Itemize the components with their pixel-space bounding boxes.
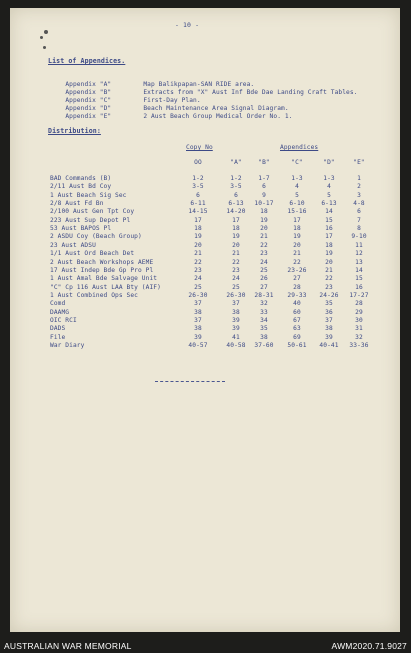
column-header: "D" xyxy=(323,159,335,166)
distribution-cell: 25 xyxy=(260,266,268,274)
distribution-unit: Comd xyxy=(50,300,66,308)
distribution-unit: 2/100 Aust Gen Tpt Coy xyxy=(50,208,135,216)
distribution-cell: 20 xyxy=(260,225,268,233)
distribution-cell: 27 xyxy=(260,283,268,291)
distribution-unit: 53 Aust BAPOS Pl xyxy=(50,225,112,233)
distribution-cell: 23 xyxy=(194,266,202,274)
distribution-cell: 22 xyxy=(325,275,333,283)
distribution-cell: 35 xyxy=(260,325,268,333)
distribution-cell: 17 xyxy=(194,216,202,224)
distribution-cell: 6 xyxy=(262,183,266,191)
distribution-cell: 60 xyxy=(293,308,301,316)
distribution-unit: 17 Aust Indep Bde Gp Pro Pl xyxy=(50,266,154,274)
footer-accession: AWM2020.71.9027 xyxy=(331,641,407,651)
distribution-cell: 26-30 xyxy=(226,291,246,299)
distribution-cell: 18 xyxy=(260,208,268,216)
distribution-cell: 38 xyxy=(194,308,202,316)
appendix-text: First-Day Plan. xyxy=(143,97,201,105)
appendix-code: Appendix "B" xyxy=(65,89,112,97)
distribution-cell: 38 xyxy=(325,325,333,333)
distribution-cell: 16 xyxy=(355,283,363,291)
distribution-cell: 37-60 xyxy=(254,342,274,349)
column-header: OO xyxy=(194,159,202,166)
punch-hole xyxy=(43,46,46,49)
distribution-unit: 1 Aust Combined Ops Sec xyxy=(50,291,138,299)
distribution-unit: BAD Commands (B) xyxy=(50,175,112,182)
distribution-cell: 1-2 xyxy=(230,175,242,182)
appendix-item xyxy=(50,105,293,127)
distribution-cell: 14 xyxy=(325,208,333,216)
distribution-cell: 23-26 xyxy=(287,266,307,274)
distribution-cell: 19 xyxy=(194,233,202,241)
distribution-cell: 3-5 xyxy=(230,183,242,191)
distribution-cell: 12 xyxy=(355,250,363,258)
appendix-code: Appendix "E" xyxy=(65,113,112,121)
distribution-cell: 38 xyxy=(232,308,240,316)
distribution-cell: 23 xyxy=(260,250,268,258)
page-number: - 10 - xyxy=(175,21,200,29)
distribution-cell: 18 xyxy=(232,225,240,233)
distribution-cell: 6 xyxy=(196,191,200,199)
appendix-code: Appendix "A" xyxy=(65,81,112,89)
distribution-cell: 38 xyxy=(194,325,202,333)
distribution-cell: 6-13 xyxy=(321,200,337,208)
distribution-cell: 5 xyxy=(327,191,331,199)
distribution-cell: 2 xyxy=(357,183,361,191)
distribution-cell: 40-41 xyxy=(319,342,339,349)
distribution-cell: 11 xyxy=(355,241,363,249)
distribution-cell: 3-5 xyxy=(192,183,204,191)
distribution-cell: 22 xyxy=(260,241,268,249)
distribution-unit: 2/8 Aust Fd Bn xyxy=(50,200,104,208)
distribution-cell: 28 xyxy=(355,300,363,308)
distribution-cell: 69 xyxy=(293,333,301,341)
distribution-cell: 17-27 xyxy=(349,291,369,299)
distribution-cell: 4 xyxy=(295,183,299,191)
distribution-cell: 24 xyxy=(232,275,240,283)
column-header: "B" xyxy=(258,159,270,166)
distribution-cell: 21 xyxy=(194,250,202,258)
distribution-cell: 27 xyxy=(293,275,301,283)
distribution-unit: File xyxy=(50,333,66,341)
distribution-cell: 19 xyxy=(232,233,240,241)
distribution-cell: 50-61 xyxy=(287,342,307,349)
distribution-unit: 23 Aust ADSU xyxy=(50,241,96,249)
distribution-cell: 17 xyxy=(325,233,333,241)
distribution-unit: 1/1 Aust Ord Beach Det xyxy=(50,250,135,258)
appendix-text: 2 Aust Beach Group Medical Order No. 1. xyxy=(143,113,293,121)
distribution-cell: 37 xyxy=(232,300,240,308)
column-header: "C" xyxy=(291,159,303,166)
distribution-cell: 34 xyxy=(260,316,268,324)
distribution-cell: 6 xyxy=(234,191,238,199)
distribution-cell: 29 xyxy=(355,308,363,316)
distribution-cell: 63 xyxy=(293,325,301,333)
distribution-cell: 14 xyxy=(355,266,363,274)
distribution-cell: 15 xyxy=(325,216,333,224)
distribution-unit: DAAMG xyxy=(50,308,70,316)
distribution-cell: 25 xyxy=(232,283,240,291)
distribution-cell: 19 xyxy=(325,250,333,258)
distribution-cell: 21 xyxy=(232,250,240,258)
distribution-cell: 20 xyxy=(194,241,202,249)
distribution-cell: 17 xyxy=(232,216,240,224)
appendices-label: Appendices xyxy=(280,144,319,151)
distribution-cell: 10-17 xyxy=(254,200,274,208)
distribution-cell: 14-15 xyxy=(188,208,208,216)
punch-hole xyxy=(44,30,48,34)
distribution-cell: 4 xyxy=(327,183,331,191)
distribution-cell: 1-2 xyxy=(192,175,204,182)
distribution-cell: 6-11 xyxy=(190,200,206,208)
distribution-cell: 31 xyxy=(355,325,363,333)
distribution-cell: 22 xyxy=(194,258,202,266)
distribution-cell: 67 xyxy=(293,316,301,324)
distribution-cell: 6-10 xyxy=(289,200,305,208)
distribution-cell: 18 xyxy=(194,225,202,233)
appendix-text: Beach Maintenance Area Signal Diagram. xyxy=(143,105,289,113)
distribution-cell: 9 xyxy=(262,191,266,199)
appendix-text: Map Balikpapan-SAN RIDE area. xyxy=(143,81,255,89)
distribution-cell: 21 xyxy=(325,266,333,274)
distribution-cell: 19 xyxy=(293,233,301,241)
copy-no-label: Copy No xyxy=(186,144,213,151)
distribution-cell: 14-20 xyxy=(226,208,246,216)
end-divider xyxy=(155,381,225,382)
distribution-cell: 15 xyxy=(355,275,363,283)
distribution-cell: 1-3 xyxy=(323,175,335,182)
distribution-unit: DADS xyxy=(50,325,66,333)
distribution-unit: 2 ASDU Coy (Beach Group) xyxy=(50,233,142,241)
distribution-cell: 37 xyxy=(325,316,333,324)
distribution-cell: 13 xyxy=(355,258,363,266)
distribution-cell: 4-8 xyxy=(353,200,365,208)
distribution-cell: 29-33 xyxy=(287,291,307,299)
distribution-cell: 15-16 xyxy=(287,208,307,216)
distribution-cell: 17 xyxy=(293,216,301,224)
distribution-unit: OIC RCI xyxy=(50,316,77,324)
distribution-cell: 40-58 xyxy=(226,342,246,349)
distribution-cell: 41 xyxy=(232,333,240,341)
distribution-cell: 32 xyxy=(355,333,363,341)
distribution-cell: 23 xyxy=(325,283,333,291)
appendix-code: Appendix "D" xyxy=(65,105,112,113)
distribution-cell: 22 xyxy=(232,258,240,266)
distribution-unit: 1 Aust Amal Bde Salvage Unit xyxy=(50,275,158,283)
distribution-cell: 37 xyxy=(194,316,202,324)
distribution-cell: 1 xyxy=(357,175,361,182)
distribution-cell: 38 xyxy=(260,333,268,341)
distribution-cell: 36 xyxy=(325,308,333,316)
distribution-cell: 25 xyxy=(194,283,202,291)
distribution-cell: 32 xyxy=(260,300,268,308)
distribution-cell: 26 xyxy=(260,275,268,283)
distribution-cell: 39 xyxy=(194,333,202,341)
distribution-unit: 1 Aust Beach Sig Sec xyxy=(50,191,127,199)
distribution-unit: War Diary xyxy=(50,342,85,349)
distribution-cell: 26-30 xyxy=(188,291,208,299)
distribution-cell: 22 xyxy=(293,258,301,266)
distribution-cell: 20 xyxy=(293,241,301,249)
punch-hole xyxy=(40,36,43,39)
distribution-cell: 6-13 xyxy=(228,200,244,208)
distribution-cell: 7 xyxy=(357,216,361,224)
distribution-cell: 20 xyxy=(325,258,333,266)
distribution-cell: 40 xyxy=(293,300,301,308)
distribution-cell: 1-7 xyxy=(258,175,270,182)
distribution-cell: 6 xyxy=(357,208,361,216)
appendix-text: Extracts from "X" Aust Inf Bde Dae Landing Craft Tables. xyxy=(143,89,358,97)
appendix-code: Appendix "C" xyxy=(65,97,112,105)
distribution-unit: 2/11 Aust Bd Coy xyxy=(50,183,112,191)
distribution-cell: 30 xyxy=(355,316,363,324)
distribution-cell: 39 xyxy=(232,316,240,324)
distribution-unit: 2 Aust Beach Workshops AEME xyxy=(50,258,154,266)
distribution-cell: 19 xyxy=(260,216,268,224)
distribution-unit: 223 Aust Sup Depot Pl xyxy=(50,216,131,224)
distribution-cell: 35 xyxy=(325,300,333,308)
distribution-cell: 18 xyxy=(325,241,333,249)
distribution-cell: 21 xyxy=(260,233,268,241)
footer-source: AUSTRALIAN WAR MEMORIAL xyxy=(4,641,132,651)
distribution-cell: 37 xyxy=(194,300,202,308)
distribution-cell: 39 xyxy=(232,325,240,333)
distribution-cell: 8 xyxy=(357,225,361,233)
distribution-cell: 20 xyxy=(232,241,240,249)
distribution-cell: 24 xyxy=(194,275,202,283)
distribution-cell: 3 xyxy=(357,191,361,199)
distribution-cell: 28-31 xyxy=(254,291,274,299)
distribution-cell: 39 xyxy=(325,333,333,341)
distribution-cell: 21 xyxy=(293,250,301,258)
distribution-cell: 9-10 xyxy=(351,233,367,241)
distribution-cell: 24-26 xyxy=(319,291,339,299)
column-header: "A" xyxy=(230,159,242,166)
distribution-cell: 23 xyxy=(232,266,240,274)
distribution-cell: 18 xyxy=(293,225,301,233)
distribution-heading: Distribution: xyxy=(48,127,101,135)
distribution-cell: 28 xyxy=(293,283,301,291)
distribution-cell: 1-3 xyxy=(291,175,303,182)
distribution-cell: 16 xyxy=(325,225,333,233)
distribution-cell: 5 xyxy=(295,191,299,199)
distribution-unit: "C" Cp 116 Aust LAA Bty (AIF) xyxy=(50,283,161,291)
distribution-cell: 33 xyxy=(260,308,268,316)
column-header: "E" xyxy=(353,159,365,166)
distribution-cell: 24 xyxy=(260,258,268,266)
appendices-heading: List of Appendices. xyxy=(48,57,126,65)
distribution-cell: 40-57 xyxy=(188,342,208,349)
distribution-cell: 33-36 xyxy=(349,342,369,349)
